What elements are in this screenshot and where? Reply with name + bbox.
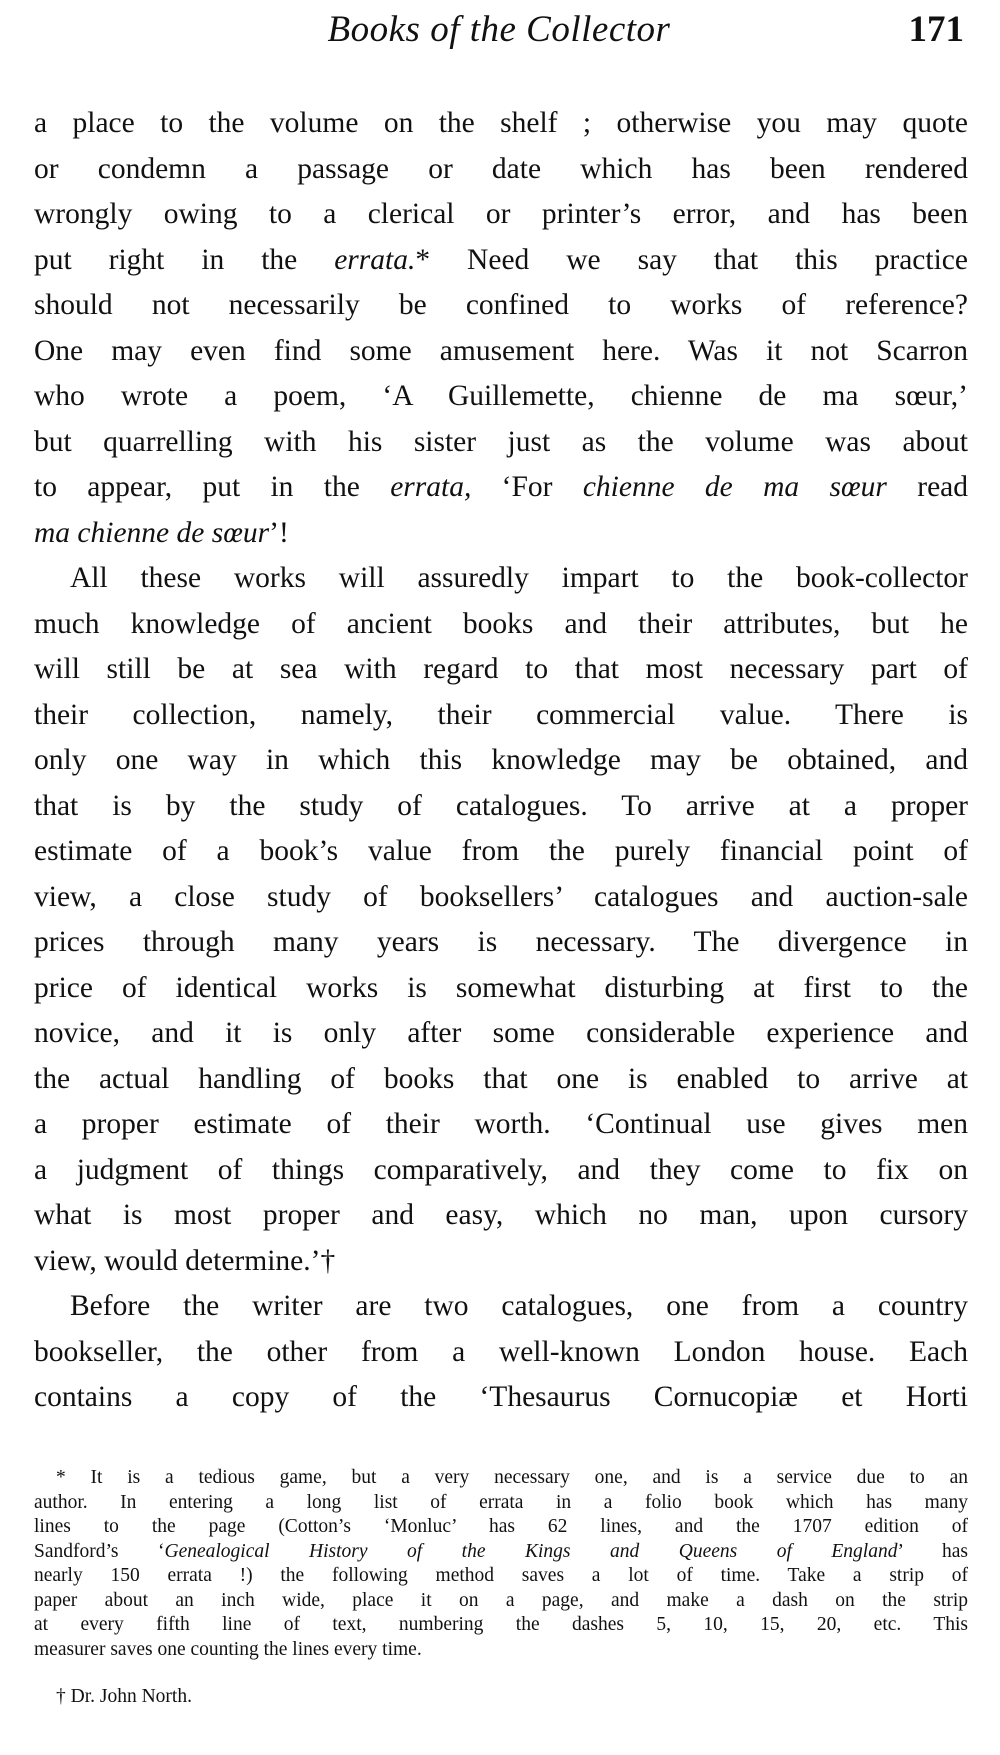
paragraph-2 — [34, 556, 968, 1284]
text-line: novice, and it is only after some considerable experience and — [34, 1017, 968, 1049]
footnote-line: nearly 150 errata !) the following method saves a lot of time. Take a strip of — [34, 1565, 968, 1586]
footnote-line: at every fifth line of text, numbering the dashes 5, 10, 15, 20, etc. This — [34, 1614, 968, 1635]
running-title: Books of the Collector — [327, 9, 671, 50]
text-line: only one way in which this knowledge may be obtained, and — [34, 744, 968, 776]
text-line: what is most proper and easy, which no man, upon cursory — [34, 1199, 968, 1231]
text-line: estimate of a book’s value from the purely financial point of — [34, 835, 968, 867]
text-line: much knowledge of ancient books and their attributes, but he — [34, 607, 968, 640]
text-line: a proper estimate of their worth. ‘Continual use gives men — [34, 1108, 968, 1140]
running-head — [34, 6, 964, 54]
text-line: One may even find some amusement here. Was it not Scarron — [34, 334, 968, 367]
text-line: price of identical works is somewhat disturbing at first to the — [34, 971, 968, 1004]
footnotes — [34, 1466, 968, 1710]
text-line: to appear, put in the errata, ‘For chienne de ma sœur read — [34, 471, 968, 503]
paragraph-1 — [34, 101, 968, 556]
text-line: Before the writer are two catalogues, one from a country — [70, 1290, 968, 1322]
text-line: contains a copy of the ‘Thesaurus Cornucopiæ et Horti — [34, 1381, 968, 1413]
footnote-line: lines to the page (Cotton’s ‘Monluc’ has 62 lines, and the 1707 edition of — [34, 1516, 968, 1537]
text-line: the actual handling of books that one is enabled to arrive at — [34, 1062, 968, 1095]
footnote-line: paper about an inch wide, place it on a page, and make a dash on the strip — [34, 1589, 968, 1611]
text-line: view, would determine.’† — [34, 1244, 336, 1277]
footnote-line: author. In entering a long list of errata in a folio book which has many — [34, 1491, 968, 1513]
text-line: wrongly owing to a clerical or printer’s error, and has been — [34, 198, 968, 230]
footnote-line: * It is a tedious game, but a very necessary one, and is a service due to an — [56, 1467, 968, 1488]
footnote-dagger: † Dr. John North. — [56, 1686, 192, 1707]
paragraph-3 — [34, 1284, 968, 1421]
body-text — [34, 101, 968, 1421]
footnote-line: measurer saves one counting the lines every time. — [34, 1638, 422, 1660]
text-line: a place to the volume on the shelf ; otherwise you may quote — [34, 107, 968, 139]
text-line: ma chienne de sœur’! — [34, 516, 289, 549]
text-line: their collection, namely, their commercial value. There is — [34, 698, 968, 731]
page-number: 171 — [908, 9, 964, 50]
text-line: will still be at sea with regard to that most necessary part of — [34, 653, 968, 685]
text-line: put right in the errata.* Need we say that this practice — [34, 243, 968, 276]
text-line: a judgment of things comparatively, and they come to fix on — [34, 1153, 968, 1186]
footnote-line: Sandford’s ‘Genealogical History of the Kings and Queens of England’ has — [34, 1540, 968, 1562]
text-line: but quarrelling with his sister just as the volume was about — [34, 425, 968, 458]
footnote-star — [34, 1466, 968, 1662]
text-line: prices through many years is necessary. The divergence in — [34, 926, 968, 958]
text-line: bookseller, the other from a well-known London house. Each — [34, 1335, 968, 1368]
text-line: should not necessarily be confined to works of reference? — [34, 289, 968, 321]
text-line: or condemn a passage or date which has been rendered — [34, 152, 968, 185]
text-line: that is by the study of catalogues. To arrive at a proper — [34, 789, 968, 822]
text-line: All these works will assuredly impart to the book-collector — [70, 562, 968, 594]
text-line: who wrote a poem, ‘A Guillemette, chienne de ma sœur,’ — [34, 380, 968, 412]
text-line: view, a close study of booksellers’ catalogues and auction-sale — [34, 880, 968, 913]
